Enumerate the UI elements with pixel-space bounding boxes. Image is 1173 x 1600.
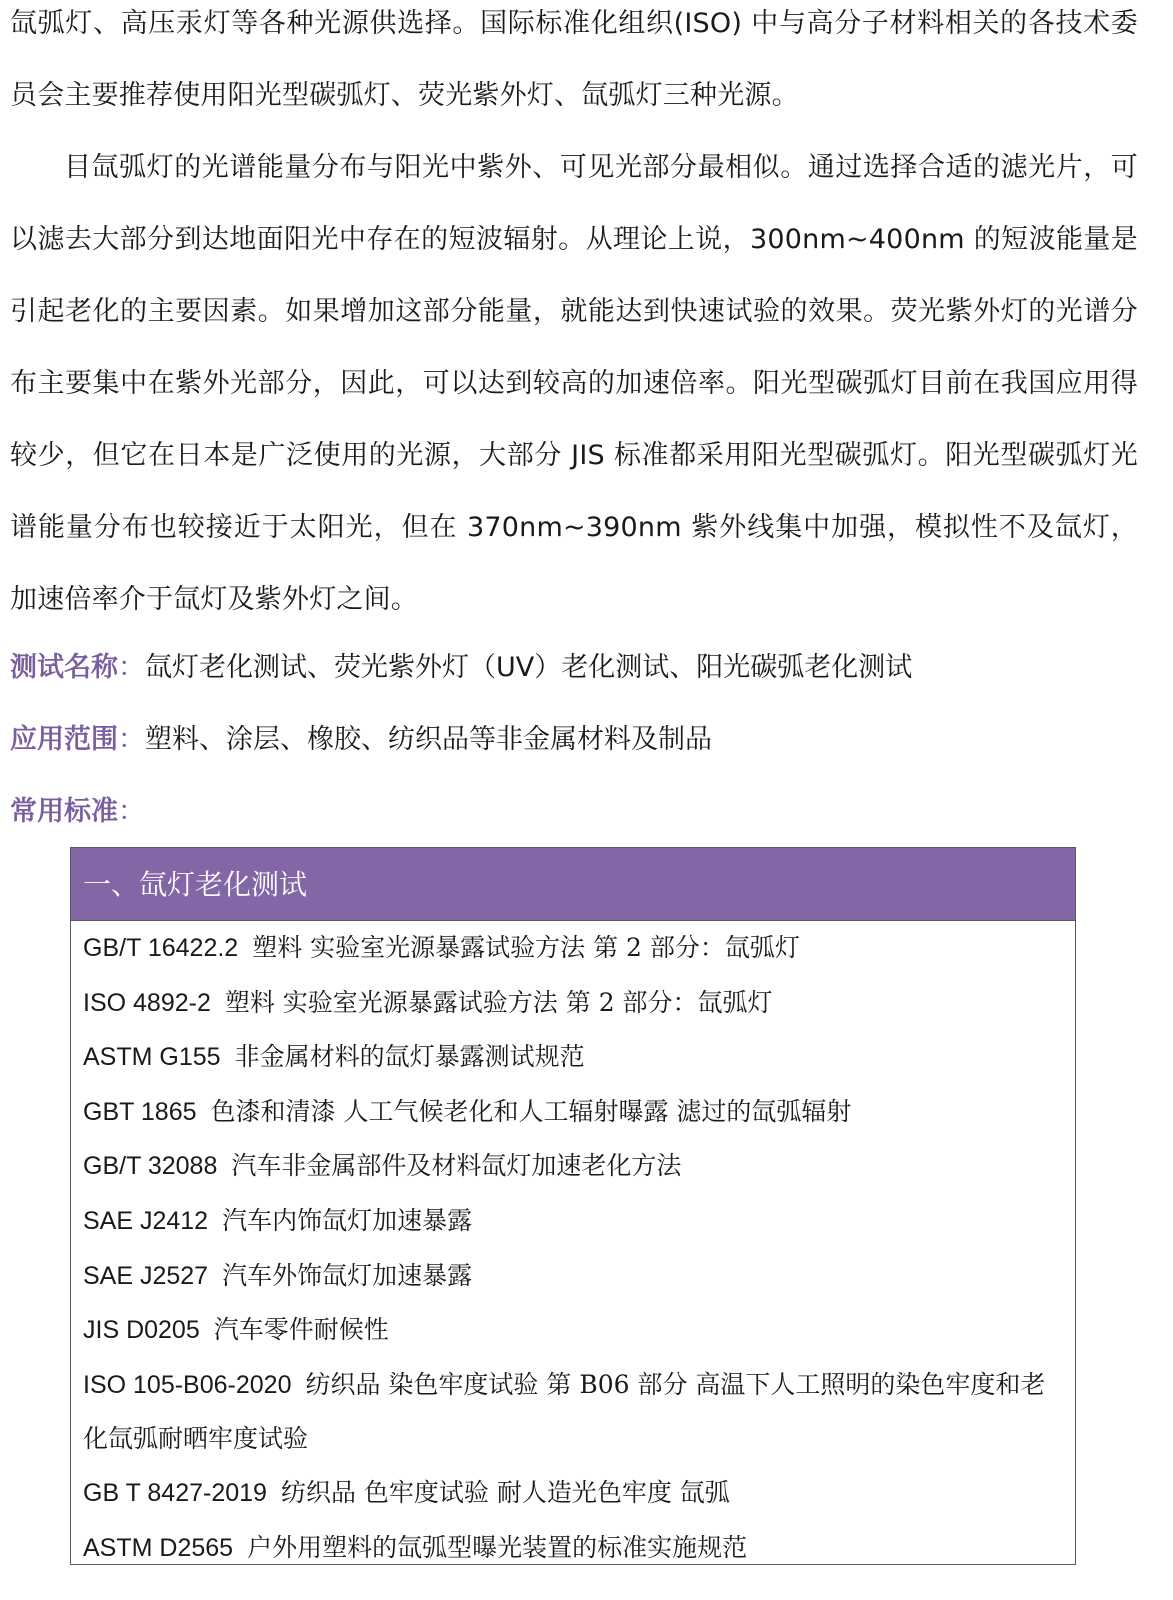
standard-row bbox=[83, 1358, 1068, 1466]
standard-title: 塑料 实验室光源暴露试验方法 第 2 部分：氙弧灯 bbox=[224, 987, 773, 1017]
standards-table-header: 一、氙灯老化测试 bbox=[71, 848, 1075, 921]
field-label: 常用标准 bbox=[10, 796, 118, 827]
standard-row bbox=[83, 1303, 1068, 1358]
standard-code: ASTM D2565 bbox=[83, 1533, 234, 1562]
standard-title: 汽车零件耐候性 bbox=[213, 1315, 389, 1345]
standard-title: 汽车内饰氙灯加速暴露 bbox=[222, 1205, 473, 1235]
standards-list bbox=[83, 921, 1068, 1575]
standard-code: SAE J2527 bbox=[83, 1261, 209, 1290]
standard-title: 色漆和清漆 人工气候老化和人工辐射曝露 滤过的氙弧辐射 bbox=[210, 1096, 852, 1126]
standards-table bbox=[70, 847, 1076, 1565]
standard-code: ISO 105-B06-2020 bbox=[83, 1370, 292, 1399]
standard-row bbox=[83, 921, 1068, 976]
field-common-standards bbox=[10, 776, 1138, 848]
field-colon: ： bbox=[118, 724, 145, 755]
standard-row bbox=[83, 1521, 1068, 1576]
standard-title: 非金属材料的氙灯暴露测试规范 bbox=[234, 1042, 585, 1072]
field-application-scope bbox=[10, 704, 1138, 776]
standard-code: ISO 4892-2 bbox=[83, 988, 211, 1017]
standard-code: GB/T 32088 bbox=[83, 1152, 218, 1181]
standard-code: SAE J2412 bbox=[83, 1206, 209, 1235]
standard-title: 汽车非金属部件及材料氙灯加速老化方法 bbox=[231, 1151, 682, 1181]
standard-row bbox=[83, 1466, 1068, 1521]
field-label: 测试名称 bbox=[10, 652, 118, 683]
standard-row bbox=[83, 976, 1068, 1031]
standard-title: 纺织品 染色牢度试验 第 B06 部分 高温下人工照明的染色牢度和老化氙弧耐晒牢度试验 bbox=[83, 1369, 1046, 1454]
standard-row bbox=[83, 1194, 1068, 1249]
field-label: 应用范围 bbox=[10, 724, 118, 755]
field-value: 氙灯老化测试、荧光紫外灯（UV）老化测试、阳光碳弧老化测试 bbox=[145, 652, 913, 683]
standard-row bbox=[83, 1139, 1068, 1194]
standard-title: 汽车外饰氙灯加速暴露 bbox=[222, 1260, 473, 1290]
body-paragraph: 氙弧灯、高压汞灯等各种光源供选择。国际标准化组织(ISO) 中与高分子材料相关的各技术委员会主要推荐使用阳光型碳弧灯、荧光紫外灯、氙弧灯三种光源。 bbox=[10, 8, 1138, 111]
field-test-name bbox=[10, 632, 1138, 704]
field-colon: ： bbox=[118, 796, 145, 827]
standard-code: GB/T 16422.2 bbox=[83, 934, 239, 962]
field-colon: ： bbox=[118, 652, 145, 683]
field-value: 塑料、涂层、橡胶、纺织品等非金属材料及制品 bbox=[145, 724, 712, 755]
standard-row bbox=[83, 1085, 1068, 1140]
standard-title: 塑料 实验室光源暴露试验方法 第 2 部分：氙弧灯 bbox=[252, 933, 800, 962]
standard-row bbox=[83, 1249, 1068, 1304]
standard-code: ASTM G155 bbox=[83, 1043, 221, 1072]
body-paragraph: 目氙弧灯的光谱能量分布与阳光中紫外、可见光部分最相似。通过选择合适的滤光片，可以滤去大部分到达地面阳光中存在的短波辐射。从理论上说，300nm~400nm 的短波能量是引起老化的主要因素。如果增加这部分能量，就能达到快速试验的效果。荧光紫外灯的光谱分布主要集中在紫外光部分，因此，可以达到较高的加速倍率。阳光型碳弧灯目前在我国应用得较少，但它在日本是广泛使用的光源，大部分 JIS 标准都采用阳光型碳弧灯。阳光型碳弧灯光谱能量分布也较接近于太阳光，但在 370nm~390nm 紫外线集中加强，模拟性不及氙灯，加速倍率介于氙灯及紫外灯之间。 bbox=[10, 152, 1138, 615]
standard-code: JIS D0205 bbox=[83, 1316, 200, 1345]
standard-code: GB T 8427-2019 bbox=[83, 1478, 267, 1507]
standard-code: GBT 1865 bbox=[83, 1097, 197, 1126]
standard-row bbox=[83, 1030, 1068, 1085]
standard-title: 户外用塑料的氙弧型曝光装置的标准实施规范 bbox=[247, 1532, 748, 1562]
standard-title: 纺织品 色牢度试验 耐人造光色牢度 氙弧 bbox=[280, 1477, 730, 1507]
